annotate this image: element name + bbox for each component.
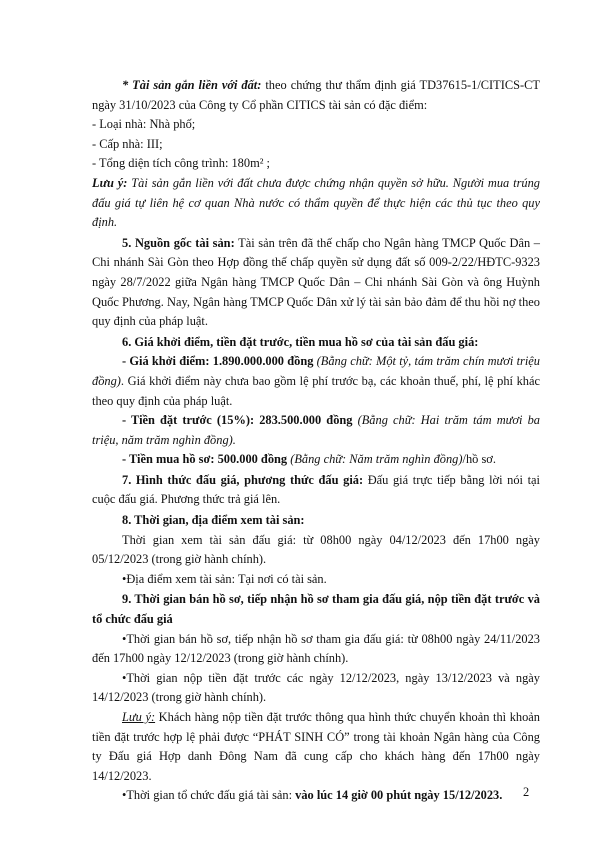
note-paragraph [92, 174, 540, 233]
section-5-origin [92, 234, 540, 332]
note-text: Tài sản gắn liền với đất chưa được chứng nhận quyền sở hữu. Người mua trúng đấu giá tự liên hệ cơ quan Nhà nước có thẩm quyền để thực hiện các thủ tục theo quy định. [92, 175, 540, 230]
starting-price-text: . Giá khởi điểm này chưa bao gồm lệ phí trước bạ, các khoản thuế, phí, lệ phí khác theo quy định của pháp luật. [92, 373, 540, 408]
land-attached-asset-text: theo chứng thư thẩm định giá TD37615-1/CITICS-CT ngày 31/10/2023 của Công ty Cổ phần CITICS tài sản có đặc điểm: [92, 78, 540, 112]
starting-price-words: (Bằng chữ: Một tỷ, tám trăm chín mươi triệu đồng) [92, 354, 540, 388]
transfer-note-text: Khách hàng nộp tiền đặt trước thông qua hình thức chuyển khoản thì khoản tiền đặt trước hợp lệ phải được “PHÁT SINH CÓ” trong tài khoản Ngân hàng của Công ty Đấu giá Hợp danh Đông Nam đã cung cấp cho khách hàng đến 17h00 ngày 14/12/2023. [92, 710, 540, 783]
page-number: 2 [523, 785, 530, 799]
section-5-text: Tài sản trên đã thế chấp cho Ngân hàng TMCP Quốc Dân – Chi nhánh Sài Gòn theo Hợp đồng thế chấp quyền sử dụng đất số 009-2/22/HĐTC-9323 ngày 28/7/2022 giữa Ngân hàng TMCP Quốc Dân – Chi nhánh Sài Gòn và ông Huỳnh Quốc Phương. Nay, Ngân hàng TMCP Quốc Dân xử lý tài sản bảo đảm để thu hồi nợ theo quy định của pháp luật. [92, 235, 540, 329]
deposit-paragraph [92, 411, 540, 450]
document-page [92, 76, 540, 806]
dossier-sale-time-paragraph: •Thời gian bán hồ sơ, tiếp nhận hồ sơ tham gia đấu giá: từ 08h00 ngày 24/11/2023 đến 17h00 ngày 12/12/2023 (trong giờ hành chính). [92, 631, 540, 666]
section-5-heading: 5. Nguồn gốc tài sản: [122, 235, 235, 250]
land-attached-asset-lead: * Tài sản gắn liền với đất: [122, 78, 262, 92]
deposit-words: (Bằng chữ: Hai trăm tám mươi ba triệu, năm trăm nghìn đồng). [92, 413, 540, 447]
auction-time-value: vào lúc 14 giờ 00 phút ngày 15/12/2023. [295, 788, 503, 803]
list-item: - Loại nhà: Nhà phố; [92, 117, 196, 132]
section-7-heading: 7. Hình thức đấu giá, phương thức đấu giá: [122, 472, 364, 487]
starting-price-paragraph [92, 352, 540, 411]
section-8-heading: 8. Thời gian, địa điểm xem tài sản: [122, 513, 305, 528]
list-item: - Cấp nhà: III; [92, 136, 163, 151]
fee-lead: - Tiền mua hồ sơ: 500.000 đồng [122, 452, 288, 467]
starting-price-lead: - Giá khởi điểm: 1.890.000.000 đồng [122, 354, 314, 369]
auction-time-lead: •Thời gian tổ chức đấu giá tài sản: [122, 788, 296, 803]
viewing-time-paragraph: Thời gian xem tài sản đấu giá: từ 08h00 ngày 04/12/2023 đến 17h00 ngày 05/12/2023 (trong giờ hành chính). [92, 532, 540, 567]
deposit-time-paragraph: •Thời gian nộp tiền đặt trước các ngày 12/12/2023, ngày 13/12/2023 và ngày 14/12/2023 (trong giờ hành chính). [92, 670, 540, 705]
deposit-lead: - Tiền đặt trước (15%): 283.500.000 đồng [122, 413, 353, 428]
section-7-text: Đấu giá trực tiếp bằng lời nói tại cuộc đấu giá. Phương thức trả giá lên. [92, 472, 540, 507]
fee-paragraph [92, 450, 540, 470]
viewing-place-paragraph: •Địa điểm xem tài sản: Tại nơi có tài sản. [122, 571, 327, 586]
note-lead: Lưu ý: [92, 175, 128, 190]
section-6-heading: 6. Giá khởi điểm, tiền đặt trước, tiền mua hồ sơ của tài sản đấu giá: [122, 334, 479, 349]
fee-words: (Bằng chữ: Năm trăm nghìn đồng) [287, 452, 463, 467]
section-9-heading: 9. Thời gian bán hồ sơ, tiếp nhận hồ sơ tham gia đấu giá, nộp tiền đặt trước và tổ chức đấu giá [92, 592, 540, 627]
fee-tail: /hồ sơ. [462, 452, 496, 467]
auction-time-paragraph [92, 786, 540, 806]
land-attached-asset-paragraph [92, 76, 540, 115]
list-item: - Tổng diện tích công trình: 180m² ; [92, 156, 270, 171]
transfer-note-lead: Lưu ý: [122, 710, 156, 724]
section-7-method [92, 471, 540, 510]
transfer-note-paragraph [92, 708, 540, 786]
